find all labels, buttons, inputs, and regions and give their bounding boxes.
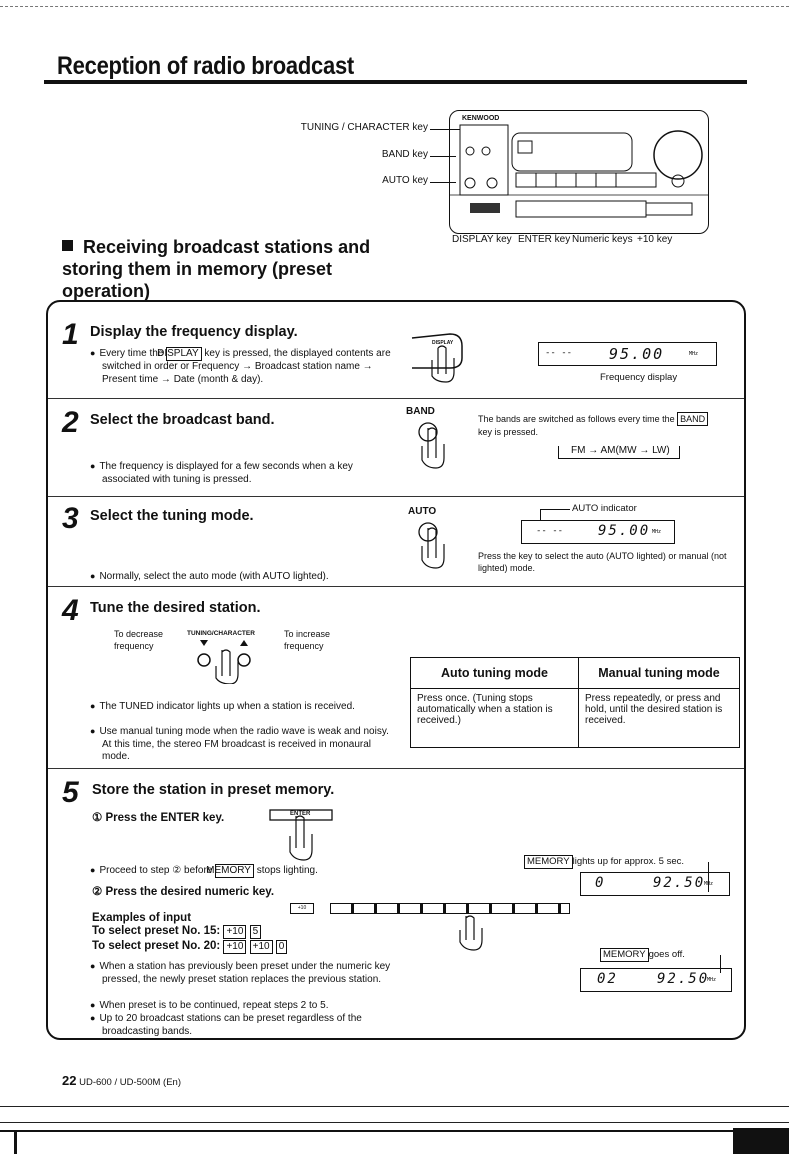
model-name: UD-600 / UD-500M (En) — [79, 1077, 181, 1088]
frequency-display-caption: Frequency display — [600, 372, 678, 383]
plus10-key-box: +10 — [250, 940, 273, 954]
indicator-leader — [540, 509, 570, 510]
auto-button-hand-icon — [412, 520, 452, 577]
enter-key-label: ENTER key — [518, 234, 571, 245]
lcd-unit: MHz — [704, 881, 714, 887]
plus10-key-box: +10 — [223, 940, 246, 954]
key-0-box: 0 — [276, 940, 288, 954]
band-key-caption: BAND — [406, 406, 435, 417]
band-key-box: BAND — [677, 412, 708, 426]
scan-corner-mark — [733, 1128, 789, 1154]
display-button-label: DISPLAY — [432, 340, 454, 346]
band-cycle: FM → AM(MW → LW) — [568, 445, 673, 456]
memory-lights-note — [524, 855, 684, 869]
manual-mode-header: Manual tuning mode — [579, 658, 740, 689]
step-5-bullet-2: ● When preset is to be continued, repeat steps 2 to 5. — [90, 999, 402, 1013]
auto-mode-header: Auto tuning mode — [411, 658, 579, 689]
band-button-hand-icon — [412, 420, 452, 477]
step-1-title: Display the frequency display. — [90, 324, 298, 340]
top-dashed-line — [0, 6, 789, 7]
tuning-knobs-hand-icon — [194, 638, 264, 689]
lcd-frequency: 92.50 — [653, 875, 706, 891]
step-5-bullet-1: ● When a station has previously been preset under the numeric key pressed, the newly preset station replaces the previous station. — [90, 960, 402, 986]
example-20 — [92, 940, 287, 954]
lcd-frequency: 95.00 — [609, 345, 665, 363]
tuning-character-label: TUNING/CHARACTER — [187, 630, 255, 637]
step-1-bullet-text-2: key is pressed, the displayed contents are switched in order or Frequency → Broadcast station name → Present time → Date (month & day). — [102, 348, 391, 385]
step-5-number: 5 — [62, 776, 79, 809]
display-key-box: DISPLAY — [166, 347, 202, 361]
step-divider — [48, 586, 744, 587]
step-4-number: 4 — [62, 594, 79, 627]
step-5-proceed-bullet — [90, 864, 442, 878]
auto-mode-cell: Press once. (Tuning stops automatically when a station is received.) — [411, 689, 579, 748]
device-brand: KENWOOD — [462, 115, 500, 122]
step-2-bullet: ● The frequency is displayed for a few seconds when a key associated with tuning is pressed. — [90, 460, 392, 486]
proceed-text: Proceed to step ② before — [99, 865, 213, 876]
device-front-panel — [449, 110, 709, 234]
step-divider — [48, 398, 744, 399]
tuning-key-label: TUNING / CHARACTER key — [300, 122, 428, 133]
bottom-rule-thick — [0, 1130, 789, 1132]
numeric-key-hand-icon — [452, 914, 492, 959]
proceed-text-2: stops lighting. — [256, 865, 318, 876]
memory-lights-text: lights up for approx. 5 sec. — [572, 856, 685, 867]
step-divider — [48, 768, 744, 769]
memory-key-box: MEMORY — [524, 855, 573, 869]
band-note — [478, 412, 718, 438]
display-button-hand-icon — [410, 328, 470, 388]
numeric-keys-label: Numeric keys — [572, 234, 633, 245]
step-5-sub1: ① Press the ENTER key. — [92, 812, 225, 824]
numeric-keys-illustration — [330, 903, 570, 914]
auto-note: Press the key to select the auto (AUTO lighted) or manual (not lighted) mode. — [478, 551, 727, 573]
memory-lcd-1 — [580, 872, 730, 896]
display-key-label: DISPLAY key — [452, 234, 512, 245]
device-illustration — [450, 111, 708, 233]
auto-indicator-label: AUTO indicator — [572, 503, 637, 514]
page-number: 22 — [62, 1073, 77, 1088]
step-2-number: 2 — [62, 406, 79, 439]
section-heading-text: Receiving broadcast stations and storing them in memory (preset operation) — [62, 237, 371, 301]
lcd-dashes: -- -- — [545, 348, 573, 358]
section-heading — [62, 236, 382, 302]
step-1-number: 1 — [62, 318, 79, 351]
plus10-key-illustration: +10 — [290, 903, 314, 914]
memory-off-note — [600, 948, 685, 962]
memory-lcd-2 — [580, 968, 732, 992]
lcd-unit: MHz — [689, 351, 699, 357]
decrease-label: To decrease frequency — [114, 629, 164, 651]
auto-lcd — [521, 520, 675, 544]
lcd-preset-number: 02 — [597, 971, 618, 987]
step-1-bullet — [90, 347, 392, 386]
page-title: Reception of radio broadcast — [57, 52, 354, 80]
square-bullet-icon — [62, 240, 73, 251]
band-note-text-2: key is pressed. — [478, 427, 539, 437]
step-5-sub2: ② Press the desired numeric key. — [92, 886, 275, 898]
step-divider — [48, 496, 744, 497]
examples-title: Examples of input — [92, 912, 192, 924]
memory-key-box: MEMORY — [215, 864, 254, 878]
step-3-bullet: ● Normally, select the auto mode (with AUTO lighted). — [90, 570, 402, 584]
page-footer — [62, 1073, 181, 1088]
step-4-bullet-1: ● The TUNED indicator lights up when a station is received. — [90, 700, 392, 714]
step-5-bullet-3: ● Up to 20 broadcast stations can be preset regardless of the broadcasting bands. — [90, 1012, 402, 1038]
increase-label: To increase frequency — [284, 629, 331, 651]
bottom-rule — [0, 1122, 789, 1123]
band-key-label: BAND key — [381, 149, 428, 160]
lcd-unit: MHz — [652, 529, 662, 535]
lcd-unit: MHz — [707, 977, 717, 983]
step-3-title: Select the tuning mode. — [90, 508, 254, 524]
enter-button-hand-icon — [268, 808, 334, 871]
memory-key-box: MEMORY — [600, 948, 649, 962]
step-1-bullet-text: Every time the — [99, 348, 164, 359]
band-note-text: The bands are switched as follows every time the — [478, 414, 675, 424]
title-rule — [44, 80, 747, 84]
plus10-key-label: +10 key — [637, 234, 673, 245]
tuning-mode-table — [410, 657, 740, 748]
step-4-bullet-2: ● Use manual tuning mode when the radio wave is weak and noisy. At this time, the stereo FM broadcast is received in monaural mode. — [90, 725, 392, 764]
frequency-lcd — [538, 342, 717, 366]
step-5-title: Store the station in preset memory. — [92, 782, 335, 798]
example-15 — [92, 925, 261, 939]
lcd-dashes: -- -- — [536, 526, 564, 536]
bottom-rule — [0, 1106, 789, 1107]
example-15-text: To select preset No. 15: — [92, 925, 221, 937]
memory-off-text: goes off. — [648, 949, 685, 960]
lcd-preset-number: 0 — [595, 875, 604, 891]
step-3-number: 3 — [62, 502, 79, 535]
manual-mode-cell: Press repeatedly, or press and hold, until the desired station is received. — [579, 689, 740, 748]
example-20-text: To select preset No. 20: — [92, 940, 221, 952]
step-4-title: Tune the desired station. — [90, 600, 261, 616]
lcd-frequency: 95.00 — [598, 523, 651, 539]
enter-button-label: ENTER — [290, 811, 311, 817]
scan-edge-mark — [14, 1130, 17, 1154]
plus10-key-box: +10 — [223, 925, 246, 939]
key-5-box: 5 — [250, 925, 262, 939]
auto-key-caption: AUTO — [408, 506, 437, 517]
auto-key-label: AUTO key — [382, 175, 428, 186]
lcd-frequency: 92.50 — [657, 971, 710, 987]
step-2-title: Select the broadcast band. — [90, 412, 275, 428]
